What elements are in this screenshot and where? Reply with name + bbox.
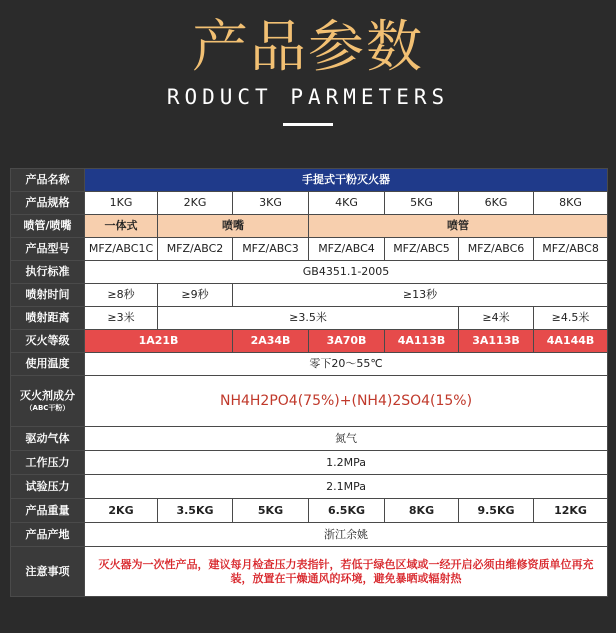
spec-cell: 3KG <box>233 192 309 215</box>
row-product-name <box>11 169 608 192</box>
label-agent <box>11 376 85 427</box>
label-product-name: 产品名称 <box>11 169 85 192</box>
label-agent-text: 灭火剂成分 <box>20 389 75 402</box>
page-title: 产品参数 <box>192 15 424 80</box>
weight-cell: 9.5KG <box>459 499 534 523</box>
model-cell: MFZ/ABC8 <box>534 238 608 261</box>
fire-class-cell: 4A113B <box>385 330 459 353</box>
label-spray-distance: 喷射距离 <box>11 307 85 330</box>
value-notice: 灭火器为一次性产品，建议每月检查压力表指针，若低于绿色区域或一经开启必须由维修资质单位再充装，放置在干燥通风的环境，避免暴晒或辐射热 <box>85 547 608 597</box>
page-header <box>0 0 616 165</box>
label-model: 产品型号 <box>11 238 85 261</box>
row-weight <box>11 499 608 523</box>
weight-cell: 12KG <box>534 499 608 523</box>
page-subtitle: RODUCT PARMETERS <box>166 85 450 109</box>
row-spec <box>11 192 608 215</box>
value-test-pressure: 2.1MPa <box>85 475 608 499</box>
spec-cell: 2KG <box>158 192 233 215</box>
model-cell: MFZ/ABC1C <box>85 238 158 261</box>
label-notice: 注意事项 <box>11 547 85 597</box>
label-temperature: 使用温度 <box>11 353 85 376</box>
spec-cell: 8KG <box>534 192 608 215</box>
nozzle-cell: 喷管 <box>309 215 608 238</box>
model-cell: MFZ/ABC2 <box>158 238 233 261</box>
model-cell: MFZ/ABC6 <box>459 238 534 261</box>
label-weight: 产品重量 <box>11 499 85 523</box>
weight-cell: 2KG <box>85 499 158 523</box>
row-origin <box>11 523 608 547</box>
spray-distance-cell: ≥3.5米 <box>158 307 459 330</box>
row-temperature <box>11 353 608 376</box>
label-gas: 驱动气体 <box>11 427 85 451</box>
model-cell: MFZ/ABC3 <box>233 238 309 261</box>
spec-cell: 4KG <box>309 192 385 215</box>
weight-cell: 8KG <box>385 499 459 523</box>
row-spray-distance <box>11 307 608 330</box>
model-cell: MFZ/ABC5 <box>385 238 459 261</box>
row-spray-time <box>11 284 608 307</box>
spray-time-cell: ≥13秒 <box>233 284 608 307</box>
label-nozzle: 喷管/喷嘴 <box>11 215 85 238</box>
label-standard: 执行标准 <box>11 261 85 284</box>
label-spec: 产品规格 <box>11 192 85 215</box>
label-test-pressure: 试验压力 <box>11 475 85 499</box>
parameters-table <box>10 168 608 597</box>
value-origin: 浙江余姚 <box>85 523 608 547</box>
row-work-pressure <box>11 451 608 475</box>
row-model <box>11 238 608 261</box>
row-test-pressure <box>11 475 608 499</box>
fire-class-cell: 3A113B <box>459 330 534 353</box>
spray-distance-cell: ≥4.5米 <box>534 307 608 330</box>
row-notice <box>11 547 608 597</box>
fire-class-cell: 4A144B <box>534 330 608 353</box>
weight-cell: 5KG <box>233 499 309 523</box>
row-standard <box>11 261 608 284</box>
label-spray-time: 喷射时间 <box>11 284 85 307</box>
fire-class-cell: 3A70B <box>309 330 385 353</box>
value-gas: 氮气 <box>85 427 608 451</box>
row-gas <box>11 427 608 451</box>
value-standard: GB4351.1-2005 <box>85 261 608 284</box>
value-work-pressure: 1.2MPa <box>85 451 608 475</box>
fire-class-cell: 2A34B <box>233 330 309 353</box>
spec-cell: 5KG <box>385 192 459 215</box>
value-temperature: 零下20～55℃ <box>85 353 608 376</box>
row-agent <box>11 376 608 427</box>
weight-cell: 6.5KG <box>309 499 385 523</box>
label-work-pressure: 工作压力 <box>11 451 85 475</box>
value-product-name: 手提式干粉灭火器 <box>85 169 608 192</box>
spray-distance-cell: ≥4米 <box>459 307 534 330</box>
spray-time-cell: ≥9秒 <box>158 284 233 307</box>
row-fire-class <box>11 330 608 353</box>
model-cell: MFZ/ABC4 <box>309 238 385 261</box>
value-agent: NH4H2PO4(75%)+(NH4)2SO4(15%) <box>85 376 608 427</box>
label-agent-sub: （ABC干粉） <box>25 404 70 412</box>
label-fire-class: 灭火等级 <box>11 330 85 353</box>
label-origin: 产品产地 <box>11 523 85 547</box>
nozzle-cell: 喷嘴 <box>158 215 309 238</box>
spray-distance-cell: ≥3米 <box>85 307 158 330</box>
row-nozzle <box>11 215 608 238</box>
spec-cell: 1KG <box>85 192 158 215</box>
spray-time-cell: ≥8秒 <box>85 284 158 307</box>
title-divider <box>283 123 333 126</box>
nozzle-cell: 一体式 <box>85 215 158 238</box>
spec-cell: 6KG <box>459 192 534 215</box>
fire-class-cell: 1A21B <box>85 330 233 353</box>
weight-cell: 3.5KG <box>158 499 233 523</box>
